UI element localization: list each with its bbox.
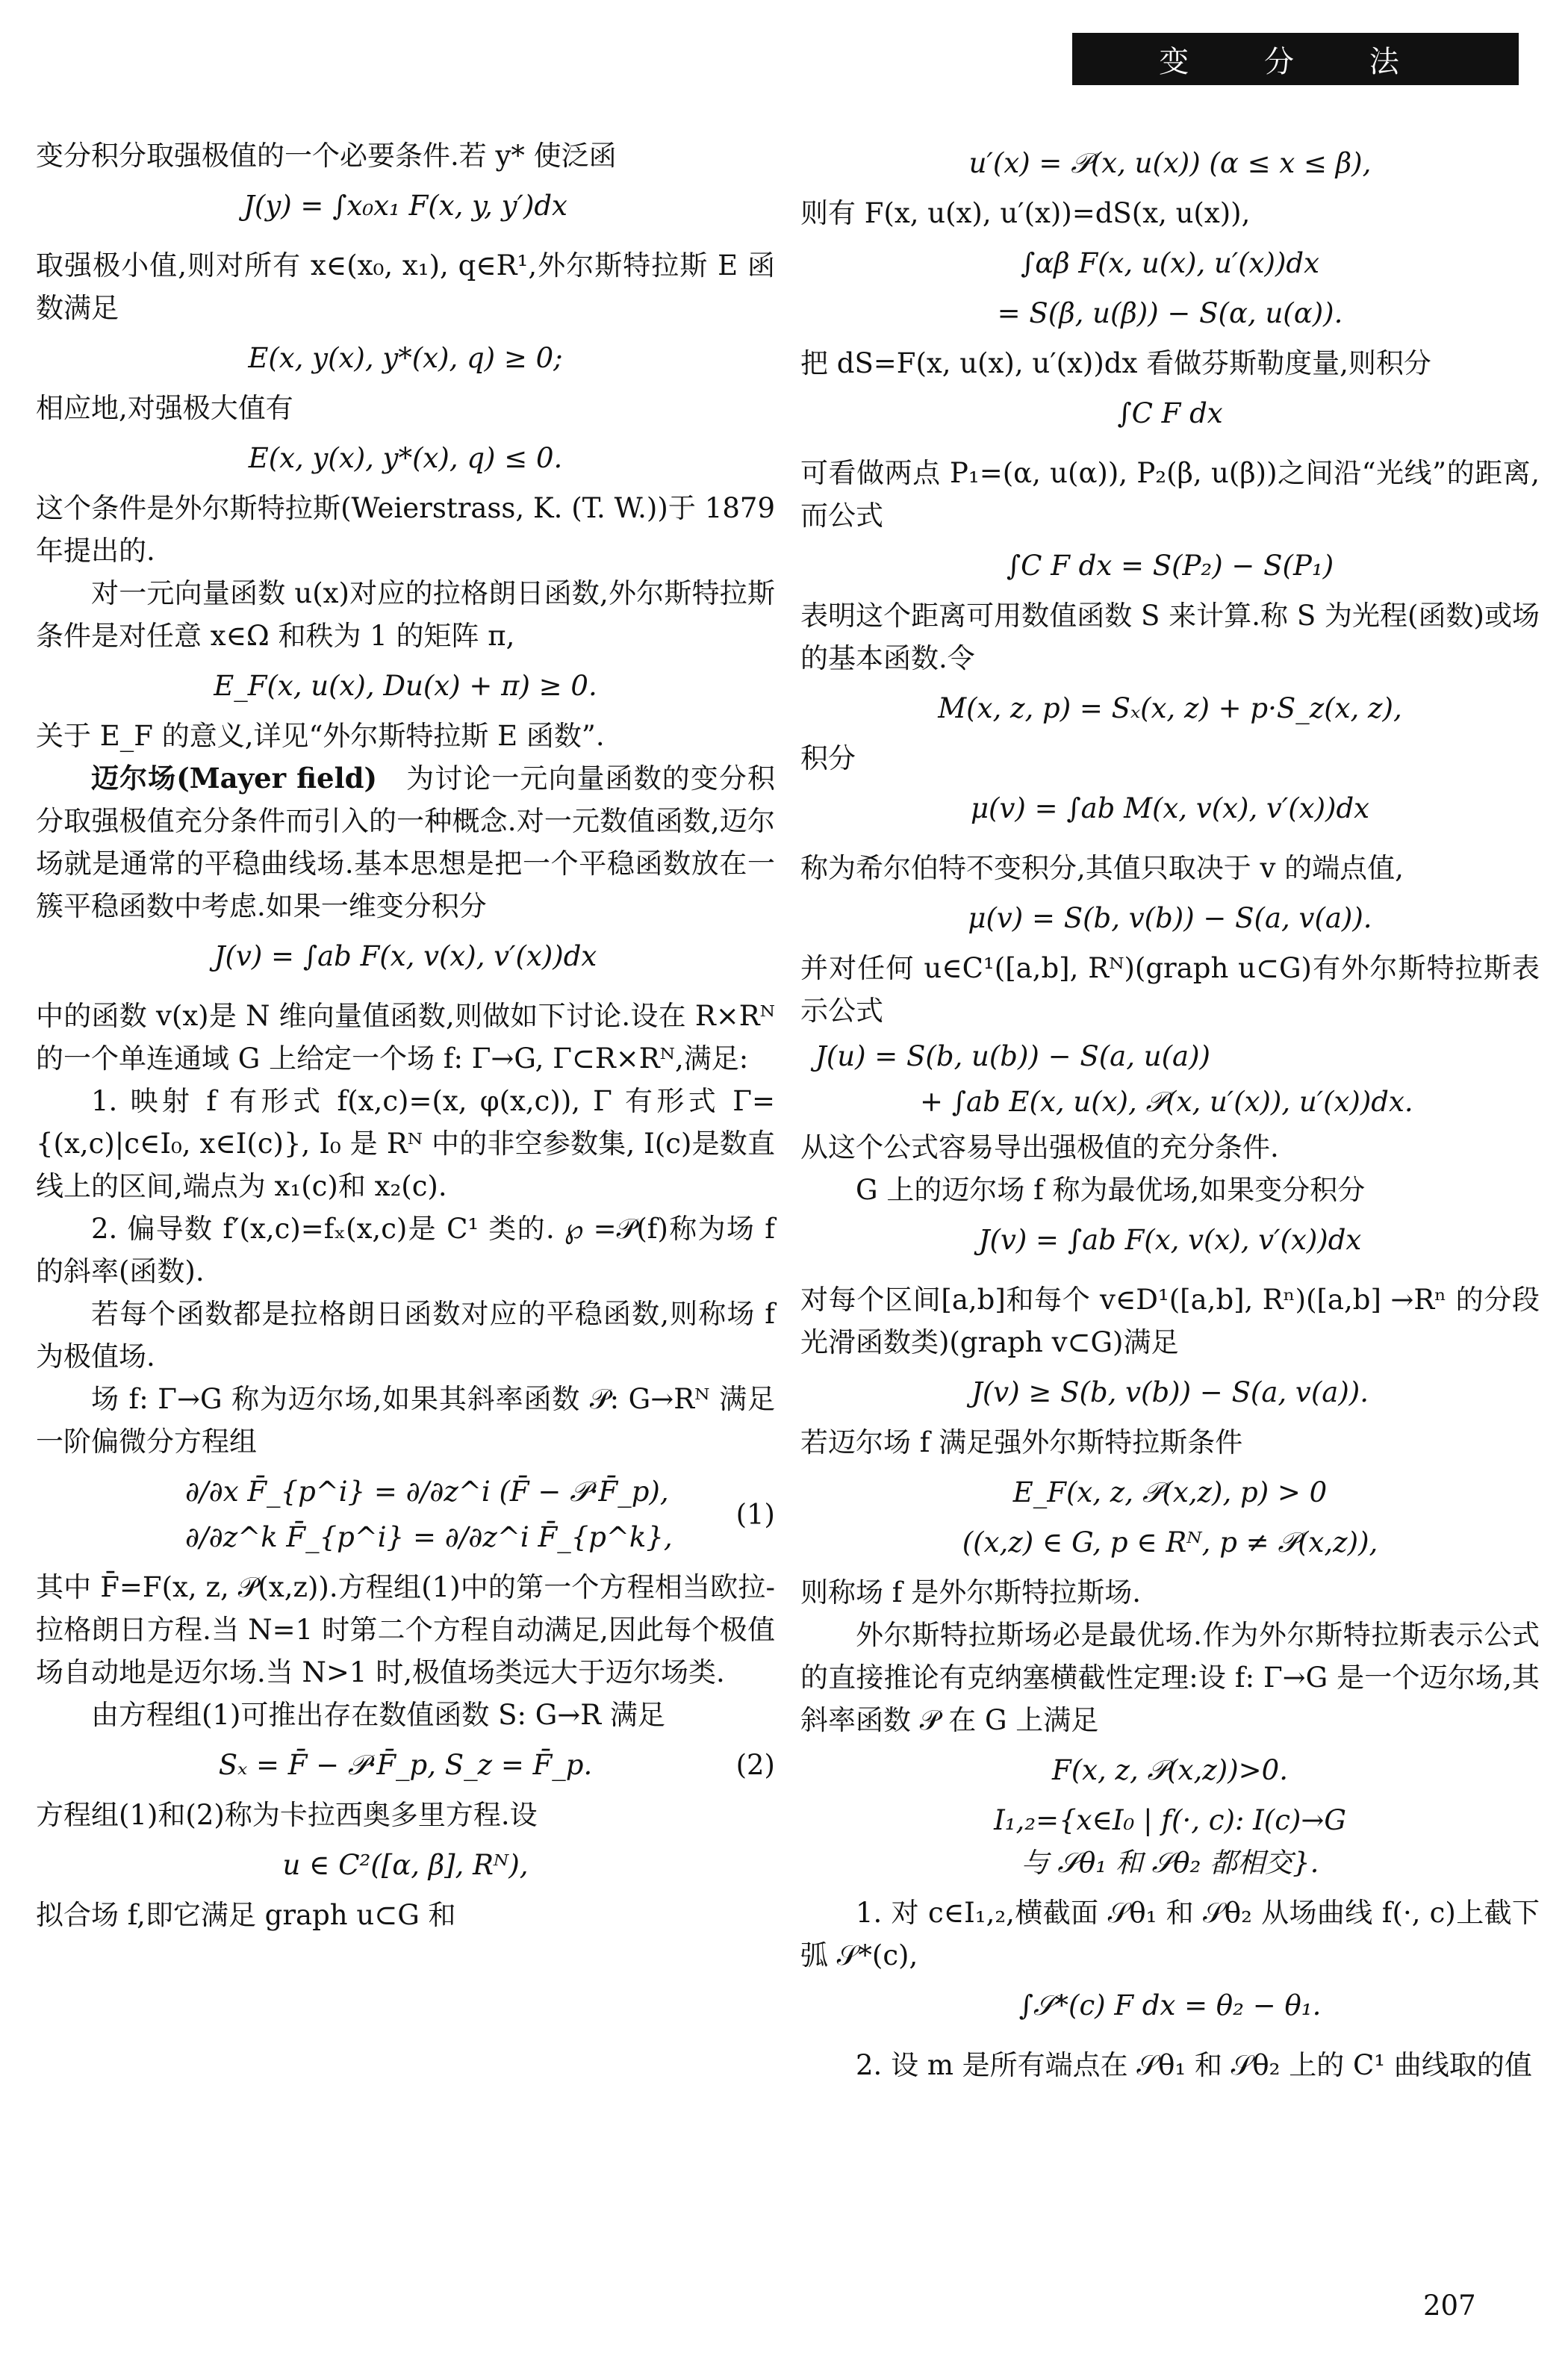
equation: 与 𝒮θ₁ 和 𝒮θ₂ 都相交}. — [1021, 1847, 1319, 1879]
paragraph: 中的函数 v(x)是 N 维向量值函数,则做如下讨论.设在 R×Rᴺ 的一个单连通域 G 上给定一个场 f: Γ→G, Γ⊂R×Rᴺ,满足: — [36, 1000, 775, 1075]
paragraph: 相应地,对强极大值有 — [36, 392, 293, 424]
paragraph: 则有 F(x, u(x), u′(x))=dS(x, u(x)), — [800, 197, 1251, 229]
paragraph: 若每个函数都是拉格朗日函数对应的平稳函数,则称场 f 为极值场. — [36, 1298, 775, 1373]
paragraph: 从这个公式容易导出强极值的充分条件. — [800, 1131, 1279, 1163]
equation: J(y) = ∫x₀x₁ F(x, y, y′)dx — [243, 190, 567, 222]
list-item: 2. 设 m 是所有端点在 𝒮θ₁ 和 𝒮θ₂ 上的 C¹ 曲线取的值 — [856, 2049, 1532, 2081]
list-item: 1. 对 c∈I₁,₂,横截面 𝒮θ₁ 和 𝒮θ₂ 从场曲线 f(·, c)上截下弧 𝒮*(c), — [800, 1897, 1540, 1971]
paragraph: G 上的迈尔场 f 称为最优场,如果变分积分 — [856, 1174, 1366, 1206]
list-item: 1. 映射 f 有形式 f(x,c)=(x, φ(x,c)), Γ 有形式 Γ={(x,c)|c∈I₀, x∈I(c)}, I₀ 是 Rᴺ 中的非空参数集, I(c)是数直线上的区间,端点为 x₁(c)和 x₂(c). — [36, 1085, 775, 1202]
paragraph: 把 dS=F(x, u(x), u′(x))dx 看做芬斯勒度量,则积分 — [800, 347, 1431, 379]
list-item: 2. 偏导数 f′(x,c)=fₓ(x,c)是 C¹ 类的. ℘ =𝒫(f)称为场 f 的斜率(函数). — [36, 1213, 775, 1287]
paragraph: 若迈尔场 f 满足强外尔斯特拉斯条件 — [800, 1426, 1243, 1458]
equation: ∫𝒮*(c) F dx = θ₂ − θ₁. — [1018, 1989, 1322, 2021]
paragraph: 取强极小值,则对所有 x∈(x₀, x₁), q∈R¹,外尔斯特拉斯 E 函数满足 — [36, 249, 775, 324]
paragraph: 变分积分取强极值的一个必要条件.若 y* 使泛函 — [36, 140, 617, 172]
equation: J(v) = ∫ab F(x, v(x), v′(x))dx — [978, 1224, 1362, 1256]
paragraph: 这个条件是外尔斯特拉斯(Weierstrass, K. (T. W.))于 1879 年提出的. — [36, 492, 775, 567]
paragraph: 由方程组(1)可推出存在数值函数 S: G→R 满足 — [91, 1699, 665, 1731]
equation: E(x, y(x), y*(x), q) ≥ 0; — [248, 342, 563, 374]
equation: = S(β, u(β)) − S(α, u(α)). — [997, 297, 1343, 329]
equation: J(v) ≥ S(b, v(b)) − S(a, v(a)). — [971, 1376, 1369, 1408]
equation-2 — [36, 1744, 775, 1786]
equation: ((x,z) ∈ G, p ∈ Rᴺ, p ≠ 𝒫(x,z)), — [962, 1526, 1378, 1558]
left-column — [36, 134, 775, 1936]
equation: E_F(x, z, 𝒫(x,z), p) > 0 — [1012, 1476, 1328, 1508]
equation: J(v) = ∫ab F(x, v(x), v′(x))dx — [214, 940, 597, 972]
paragraph: 对每个区间[a,b]和每个 v∈D¹([a,b], Rⁿ)([a,b] →Rⁿ 的分段光滑函数类)(graph v⊂G)满足 — [800, 1284, 1540, 1358]
equation: J(u) = S(b, u(b)) − S(a, u(a)) — [815, 1040, 1210, 1072]
paragraph: 对一元向量函数 u(x)对应的拉格朗日函数,外尔斯特拉斯条件是对任意 x∈Ω 和秩为 1 的矩阵 π, — [36, 577, 775, 652]
paragraph: 拟合场 f,即它满足 graph u⊂G 和 — [36, 1899, 456, 1931]
page-number: 207 — [1423, 2290, 1476, 2322]
paragraph-mayer-field — [36, 757, 775, 927]
paragraph: 外尔斯特拉斯场必是最优场.作为外尔斯特拉斯表示公式的直接推论有克纳塞横截性定理:设 f: Γ→G 是一个迈尔场,其斜率函数 𝒫 在 G 上满足 — [800, 1619, 1540, 1736]
right-column — [800, 134, 1540, 2086]
equation: ∫C F dx = S(P₂) − S(P₁) — [1006, 550, 1334, 582]
paragraph: 称为希尔伯特不变积分,其值只取决于 v 的端点值, — [800, 852, 1404, 884]
paragraph: 则称场 f 是外尔斯特拉斯场. — [800, 1576, 1141, 1609]
paragraph: 并对任何 u∈C¹([a,b], Rᴺ)(graph u⊂G)有外尔斯特拉斯表示公式 — [800, 952, 1540, 1027]
paragraph-text: 为讨论一元向量函数的变分积分取强极值充分条件而引入的一种概念.对一元数值函数,迈尔场就是通常的平稳曲线场.基本思想是把一个平稳函数放在一簇平稳函数中考虑.如果一维变分积分 — [36, 762, 775, 922]
equation: ∫C F dx — [1117, 397, 1223, 429]
paragraph: 关于 E_F 的意义,详见“外尔斯特拉斯 E 函数”. — [36, 720, 605, 752]
equation: E_F(x, u(x), Du(x) + π) ≥ 0. — [214, 670, 597, 702]
equation: F(x, z, 𝒫(x,z))>0. — [1052, 1754, 1288, 1786]
equation: u′(x) = 𝒫(x, u(x)) (α ≤ x ≤ β), — [968, 147, 1372, 179]
equation: M(x, z, p) = Sₓ(x, z) + p·S_z(x, z), — [938, 692, 1402, 724]
equation: + ∫ab E(x, u(x), 𝒫(x, u′(x)), u′(x))dx. — [920, 1086, 1413, 1118]
equation: μ(v) = S(b, v(b)) − S(a, v(a)). — [968, 902, 1372, 934]
equation-system-1 — [36, 1470, 775, 1558]
paragraph: 可看做两点 P₁=(α, u(α)), P₂(β, u(β))之间沿“光线”的距离,而公式 — [800, 457, 1540, 532]
equation-number: (2) — [735, 1749, 775, 1781]
term-mayer-field: 迈尔场(Mayer field) — [91, 762, 378, 795]
equation-number: (1) — [735, 1498, 775, 1531]
paragraph: 方程组(1)和(2)称为卡拉西奥多里方程.设 — [36, 1799, 538, 1831]
paragraph: 其中 F̄=F(x, z, 𝒫(x,z)).方程组(1)中的第一个方程相当欧拉-拉格朗日方程.当 N=1 时第二个方程自动满足,因此每个极值场自动地是迈尔场.当 N>1 时,极值场类远大于迈尔场类. — [36, 1571, 775, 1688]
equation: I₁,₂={x∈I₀ | f(·, c): I(c)→G — [994, 1804, 1346, 1836]
paragraph: 积分 — [800, 742, 856, 774]
equation: ∫αβ F(x, u(x), u′(x))dx — [1021, 247, 1319, 279]
section-header: 变 分 法 — [1072, 33, 1519, 85]
equation: ∂/∂z^k F̄_{p^i} = ∂/∂z^i F̄_{p^k}, — [185, 1521, 673, 1553]
equation: u ∈ C²([α, β], Rᴺ), — [282, 1849, 529, 1881]
equation: ∂/∂x F̄_{p^i} = ∂/∂z^i (F̄ − 𝒫·F̄_p), — [185, 1476, 669, 1508]
paragraph: 场 f: Γ→G 称为迈尔场,如果其斜率函数 𝒫: G→Rᴺ 满足一阶偏微分方程组 — [36, 1383, 775, 1458]
equation: Sₓ = F̄ − 𝒫·F̄_p, S_z = F̄_p. — [218, 1749, 593, 1781]
equation: E(x, y(x), y*(x), q) ≤ 0. — [248, 442, 563, 474]
paragraph: 表明这个距离可用数值函数 S 来计算.称 S 为光程(函数)或场的基本函数.令 — [800, 600, 1540, 674]
equation: μ(v) = ∫ab M(x, v(x), v′(x))dx — [970, 792, 1370, 824]
